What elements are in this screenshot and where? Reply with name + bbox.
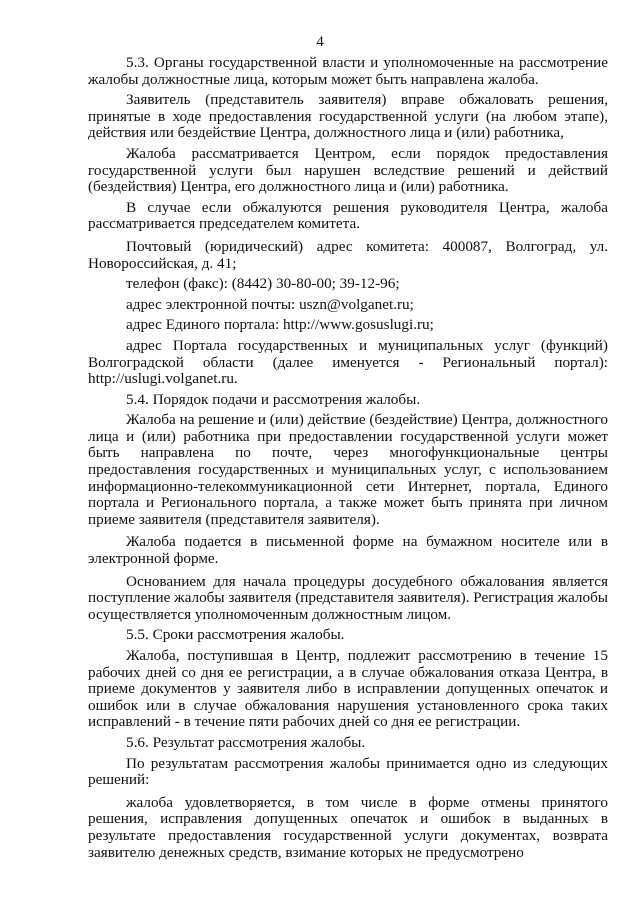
section-5-5-heading: 5.5. Сроки рассмотрения жалобы. (126, 626, 345, 644)
document-body (88, 55, 608, 865)
paragraph-regional-portal: адрес Портала государственных и муниципальных услуг (функций) Волгоградской области (далее именуется - Региональный портал): http://uslugi.volganet.ru. (88, 336, 608, 388)
paragraph-email: адрес электронной почты: uszn@volganet.ru; (126, 295, 414, 313)
paragraph-unified-portal: адрес Единого портала: http://www.gosuslugi.ru; (126, 316, 434, 334)
page-number: 4 (316, 34, 324, 50)
paragraph-review-terms: Жалоба, поступившая в Центр, подлежит рассмотрению в течение 15 рабочих дней со дня ее регистрации, а в случае обжалования отказа Центра, в приеме документов у заявителя либо в исправлении допущенных опечаток и ошибок или в случае обжалования нарушения установленного срока таких исправлений - в течение пяти рабочих дней со дня ее регистрации. (88, 647, 608, 731)
paragraph-appeal-right: Заявитель (представитель заявителя) вправе обжаловать решения, принятые в ходе предоставления государственной услуги (на любом этапе), действия или бездействие Центра, должностного лица и (или) работника, (88, 91, 608, 142)
paragraph-complaint-satisfied: жалоба удовлетворяется, в том числе в форме отмены принятого решения, исправления допущенных опечаток и ошибок в выданных в результате предоставления государственной услуги документах, возврата заявителю денежных средств, взимание которых не предусмотрено (88, 793, 608, 861)
section-5-3-heading: 5.3. Органы государственной власти и уполномоченные на рассмотрение жалобы должностные лица, которым может быть направлена жалоба. (88, 54, 608, 88)
paragraph-submission-form: Жалоба подается в письменной форме на бумажном носителе или в электронной форме. (88, 533, 608, 568)
paragraph-postal-address: Почтовый (юридический) адрес комитета: 400087, Волгоград, ул. Новороссийская, д. 41; (88, 237, 608, 272)
paragraph-review-by-chairman: В случае если обжалуются решения руководителя Центра, жалоба рассматривается председателем комитета. (88, 198, 608, 233)
paragraph-procedure-start: Основанием для начала процедуры досудебного обжалования является поступление жалобы заявителя (представителя заявителя). Регистрация жалобы осуществляется уполномоченным должностным лицом. (88, 572, 608, 623)
section-5-4-heading: 5.4. Порядок подачи и рассмотрения жалобы. (126, 390, 421, 408)
paragraph-decision-options: По результатам рассмотрения жалобы принимается одно из следующих решений: (88, 754, 608, 789)
section-5-6-heading: 5.6. Результат рассмотрения жалобы. (126, 733, 366, 751)
paragraph-review-by-center: Жалоба рассматривается Центром, если порядок предоставления государственной услуги был нарушен вследствие решений и действий (бездействия) Центра, его должностного лица и (или) работника. (88, 144, 608, 196)
paragraph-phone: телефон (факс): (8442) 30-80-00; 39-12-96; (126, 275, 400, 293)
paragraph-submission-channels: Жалоба на решение и (или) действие (бездействие) Центра, должностного лица и (или) работника при предоставлении государственной услуги может быть направлена по почте, через многофункциональные центры предоставления государственных и муниципальных услуг, с использованием информационно-телекоммуникационной сети Интернет, портала, Единого портала и Регионального портала, а также может быть принята при личном приеме заявителя (представителя заявителя). (88, 411, 608, 528)
